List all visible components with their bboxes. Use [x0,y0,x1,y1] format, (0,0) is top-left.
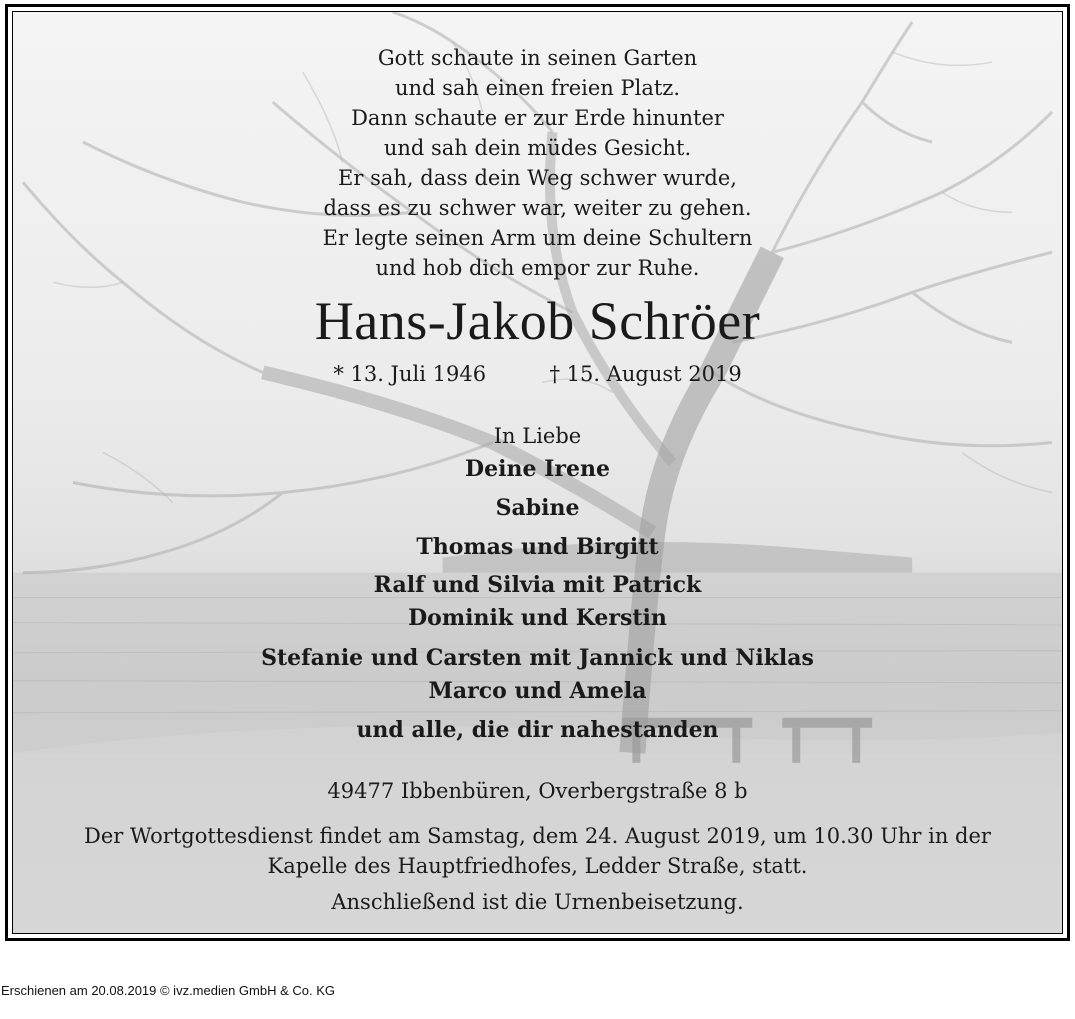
death-date: † 15. August 2019 [549,362,742,386]
burial-info: Anschließend ist die Urnenbeisetzung. [331,890,744,914]
mourner-name: Stefanie und Carsten mit Jannick und Niklas [261,645,814,671]
deceased-name: Hans-Jakob Schröer [314,291,761,351]
poem-line: Dann schaute er zur Erde hinunter [351,106,724,130]
mourner-name: und alle, die dir nahestanden [356,717,719,743]
service-info-line-1: Der Wortgottesdienst findet am Samstag, dem 24. August 2019, um 10.30 Uhr in der [84,824,991,848]
birth-date: * 13. Juli 1946 [333,362,487,386]
obituary-content [13,12,1062,933]
publication-footer: Erschienen am 20.08.2019 © ivz.medien GmbH & Co. KG [1,983,336,998]
obituary-inner-frame [12,11,1063,934]
address: 49477 Ibbenbüren, Overbergstraße 8 b [327,779,748,803]
in-love-label: In Liebe [493,424,582,448]
mourner-name: Sabine [495,495,580,521]
poem-line: Er sah, dass dein Weg schwer wurde, [338,166,737,190]
poem-line: Er legte seinen Arm um deine Schultern [322,226,753,250]
life-dates [13,362,1062,386]
mourner-name: Thomas und Birgitt [416,534,659,560]
poem-line: und sah einen freien Platz. [394,76,681,100]
poem-line: dass es zu schwer war, weiter zu gehen. [323,196,752,220]
poem-line: Gott schaute in seinen Garten [377,46,698,70]
poem-line: und hob dich empor zur Ruhe. [375,256,700,280]
service-info-line-2: Kapelle des Hauptfriedhofes, Ledder Straße, statt. [267,854,808,878]
mourner-name: Dominik und Kerstin [408,605,667,631]
mourner-name: Marco und Amela [428,678,647,704]
mourner-name: Ralf und Silvia mit Patrick [373,572,702,598]
poem-line: und sah dein müdes Gesicht. [383,136,692,160]
obituary-frame [5,4,1070,941]
mourner-name: Deine Irene [465,456,610,482]
